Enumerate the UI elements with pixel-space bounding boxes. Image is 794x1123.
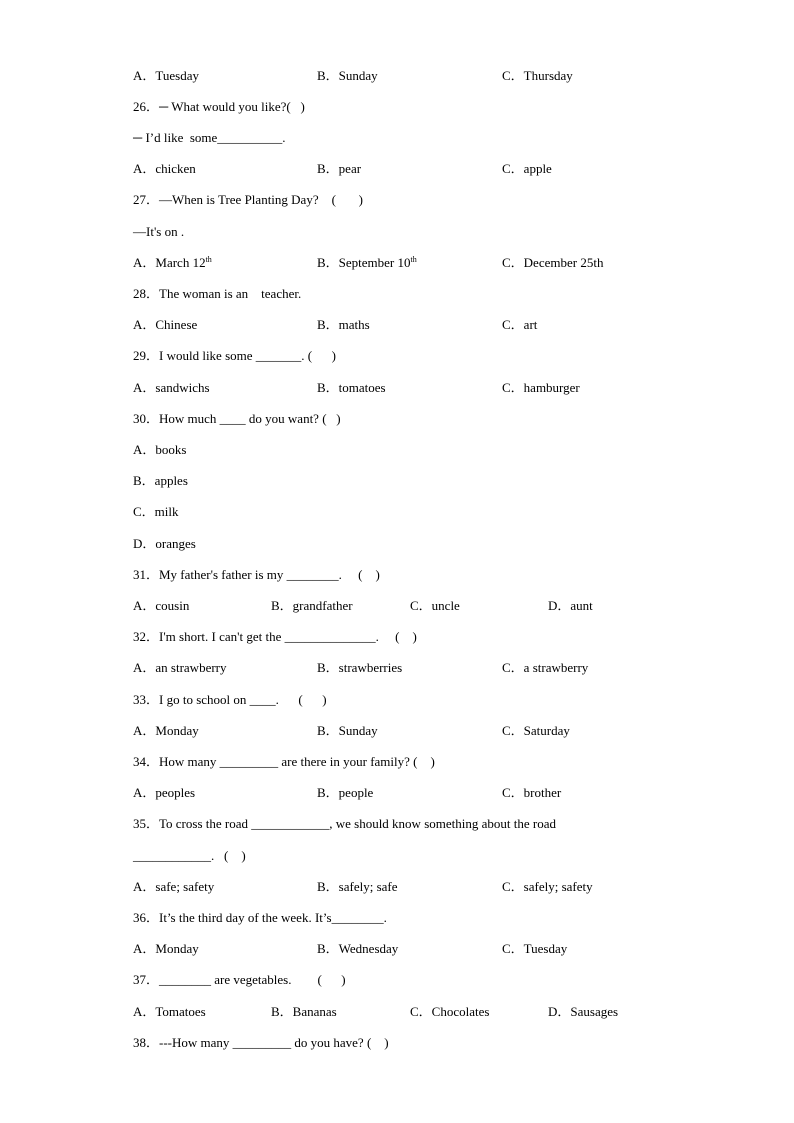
q32-option-c[interactable]: C．a strawberry bbox=[502, 660, 589, 675]
q29-option-a[interactable]: A．sandwichs bbox=[133, 380, 210, 395]
q27-option-b-text: B．September 10 bbox=[317, 255, 411, 270]
q29-option-b[interactable]: B．tomatoes bbox=[317, 380, 386, 395]
q27-dialogue: —It's on . bbox=[133, 224, 185, 239]
q25-option-a[interactable]: A．Tuesday bbox=[133, 68, 199, 83]
q34-option-a[interactable]: A．peoples bbox=[133, 785, 196, 800]
q28-question: 28．The woman is an teacher. bbox=[133, 286, 302, 301]
q31-question: 31．My father's father is my ________. ( ) bbox=[133, 567, 380, 582]
q31-option-b[interactable]: B．grandfather bbox=[271, 598, 353, 613]
q25-option-c[interactable]: C．Thursday bbox=[502, 68, 573, 83]
q38-question: 38．---How many _________ do you have? ( ) bbox=[133, 1035, 389, 1050]
q29-question: 29．I would like some _______. ( ) bbox=[133, 348, 336, 363]
q36-option-a[interactable]: A．Monday bbox=[133, 941, 199, 956]
q31-option-d[interactable]: D．aunt bbox=[548, 598, 593, 613]
q27-option-a[interactable] bbox=[133, 255, 212, 271]
q28-option-c[interactable]: C．art bbox=[502, 317, 538, 332]
q34-option-b[interactable]: B．people bbox=[317, 785, 374, 800]
q33-option-a[interactable]: A．Monday bbox=[133, 723, 199, 738]
q30-option-d[interactable]: D．oranges bbox=[133, 536, 196, 551]
q34-question: 34．How many _________ are there in your family? ( ) bbox=[133, 754, 435, 769]
q37-option-d[interactable]: D．Sausages bbox=[548, 1004, 619, 1019]
q37-option-a[interactable]: A．Tomatoes bbox=[133, 1004, 206, 1019]
q27-option-c[interactable]: C．December 25th bbox=[502, 255, 604, 270]
q30-option-a[interactable]: A．books bbox=[133, 442, 187, 457]
q33-option-b[interactable]: B．Sunday bbox=[317, 723, 378, 738]
q35-question: 35．To cross the road ____________, we should know something about the road bbox=[133, 816, 556, 831]
q26-question: 26．─ What would you like?( ) bbox=[133, 99, 305, 114]
q36-option-c[interactable]: C．Tuesday bbox=[502, 941, 568, 956]
q37-question: 37．________ are vegetables. ( ) bbox=[133, 972, 346, 987]
q27-option-b[interactable] bbox=[317, 255, 417, 271]
q30-option-b[interactable]: B．apples bbox=[133, 473, 188, 488]
q36-option-b[interactable]: B．Wednesday bbox=[317, 941, 399, 956]
q30-question: 30．How much ____ do you want? ( ) bbox=[133, 411, 341, 426]
q32-question: 32．I'm short. I can't get the ______________. ( ) bbox=[133, 629, 417, 644]
q27-option-a-sup: th bbox=[205, 255, 212, 264]
q30-option-c[interactable]: C．milk bbox=[133, 504, 179, 519]
q36-question: 36．It’s the third day of the week. It’s________. bbox=[133, 910, 387, 925]
q26-option-a[interactable]: A．chicken bbox=[133, 161, 196, 176]
q28-option-b[interactable]: B．maths bbox=[317, 317, 370, 332]
q26-option-b[interactable]: B．pear bbox=[317, 161, 362, 176]
q37-option-b[interactable]: B．Bananas bbox=[271, 1004, 337, 1019]
q35-option-b[interactable]: B．safely; safe bbox=[317, 879, 398, 894]
q26-option-c[interactable]: C．apple bbox=[502, 161, 552, 176]
q27-option-b-sup: th bbox=[410, 255, 417, 264]
q28-option-a[interactable]: A．Chinese bbox=[133, 317, 198, 332]
q35-option-c[interactable]: C．safely; safety bbox=[502, 879, 593, 894]
q35-option-a[interactable]: A．safe; safety bbox=[133, 879, 215, 894]
q31-option-c[interactable]: C．uncle bbox=[410, 598, 460, 613]
q33-option-c[interactable]: C．Saturday bbox=[502, 723, 570, 738]
q26-dialogue: ─ I’d like some__________. bbox=[133, 130, 286, 145]
q31-option-a[interactable]: A．cousin bbox=[133, 598, 190, 613]
q25-option-b[interactable]: B．Sunday bbox=[317, 68, 378, 83]
q37-option-c[interactable]: C．Chocolates bbox=[410, 1004, 490, 1019]
q34-option-c[interactable]: C．brother bbox=[502, 785, 562, 800]
q29-option-c[interactable]: C．hamburger bbox=[502, 380, 580, 395]
q32-option-b[interactable]: B．strawberries bbox=[317, 660, 403, 675]
q27-option-a-text: A．March 12 bbox=[133, 255, 206, 270]
q32-option-a[interactable]: A．an strawberry bbox=[133, 660, 227, 675]
q33-question: 33．I go to school on ____. ( ) bbox=[133, 692, 327, 707]
q35-question-continued: ____________. ( ) bbox=[133, 848, 246, 863]
q27-question: 27．—When is Tree Planting Day? ( ) bbox=[133, 192, 364, 207]
